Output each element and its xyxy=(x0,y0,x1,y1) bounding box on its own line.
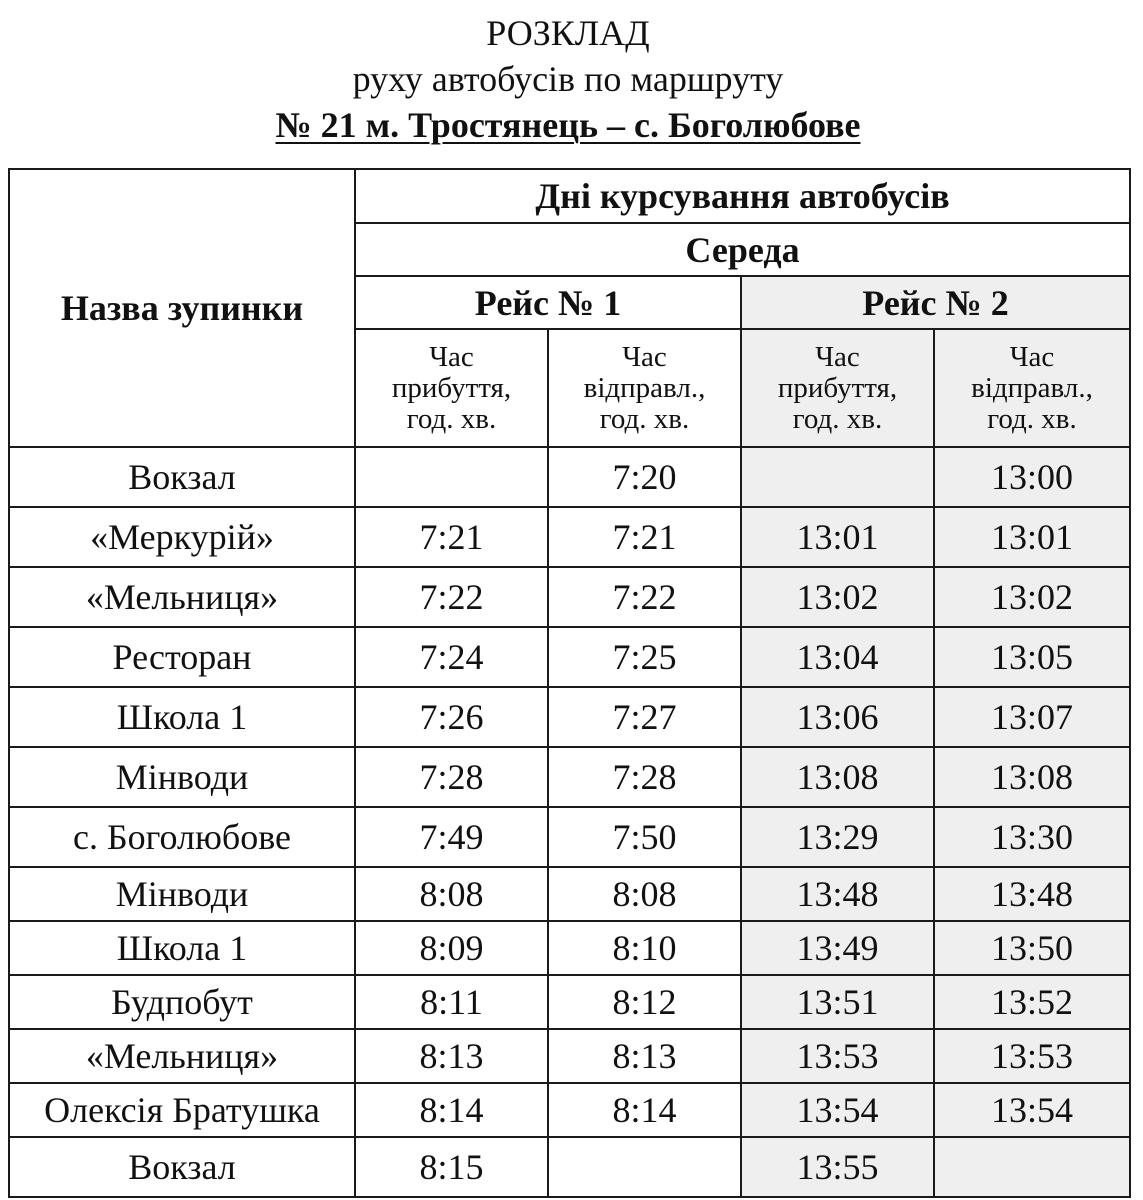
route-title: № 21 м. Тростянець – с. Боголюбове xyxy=(275,105,861,145)
trip-1-departure-cell: 7:27 xyxy=(548,687,741,747)
table-row xyxy=(9,627,1130,687)
trip-2-arrival-cell: 13:02 xyxy=(741,567,934,627)
trip-1-arrival-cell: 8:09 xyxy=(355,921,548,975)
trip-1-arrival-header-text: Час прибуття, год. хв. xyxy=(391,340,512,435)
table-row xyxy=(9,1137,1130,1197)
trip-2-departure-cell: 13:48 xyxy=(934,867,1130,921)
trip-1-departure-cell: 8:14 xyxy=(548,1083,741,1137)
trip-2-arrival-cell: 13:08 xyxy=(741,747,934,807)
table-row xyxy=(9,507,1130,567)
trip-2-departure-cell: 13:30 xyxy=(934,807,1130,867)
table-row xyxy=(9,807,1130,867)
day-header: Середа xyxy=(355,223,1130,276)
trip-1-departure-cell: 7:28 xyxy=(548,747,741,807)
trip-1-departure-cell: 8:08 xyxy=(548,867,741,921)
trip-2-departure-cell xyxy=(934,1137,1130,1197)
stop-name-cell: с. Боголюбове xyxy=(9,807,355,867)
stop-name-cell: Вокзал xyxy=(9,447,355,507)
trip-1-departure-cell: 8:12 xyxy=(548,975,741,1029)
stop-name-cell: Ресторан xyxy=(9,627,355,687)
trip-2-departure-header-text: Час відправл., год. хв. xyxy=(971,340,1093,435)
trip-1-arrival-cell: 8:14 xyxy=(355,1083,548,1137)
trip-1-header: Рейс № 1 xyxy=(355,276,741,329)
stop-name-cell: «Меркурій» xyxy=(9,507,355,567)
table-row xyxy=(9,975,1130,1029)
table-row xyxy=(9,1083,1130,1137)
trip-2-arrival-header xyxy=(741,329,934,447)
trip-1-arrival-cell: 7:49 xyxy=(355,807,548,867)
stop-name-cell: Мінводи xyxy=(9,867,355,921)
title-line-2: руху автобусів по маршруту xyxy=(352,59,784,99)
trip-2-arrival-cell: 13:04 xyxy=(741,627,934,687)
trip-2-departure-cell: 13:50 xyxy=(934,921,1130,975)
stop-name-cell: Будпобут xyxy=(9,975,355,1029)
trip-2-departure-cell: 13:01 xyxy=(934,507,1130,567)
table-row xyxy=(9,567,1130,627)
trip-1-departure-header-text: Час відправл., год. хв. xyxy=(583,340,706,435)
trip-1-arrival-cell: 7:26 xyxy=(355,687,548,747)
trip-2-departure-cell: 13:05 xyxy=(934,627,1130,687)
trip-1-departure-cell: 7:25 xyxy=(548,627,741,687)
trip-1-arrival-cell: 7:24 xyxy=(355,627,548,687)
trip-2-departure-cell: 13:00 xyxy=(934,447,1130,507)
table-row xyxy=(9,747,1130,807)
table-row xyxy=(9,1029,1130,1083)
trip-2-arrival-cell: 13:29 xyxy=(741,807,934,867)
trip-1-arrival-header xyxy=(355,329,548,447)
trip-2-departure-cell: 13:07 xyxy=(934,687,1130,747)
title-line-1: РОЗКЛАД xyxy=(486,13,650,53)
trip-2-departure-cell: 13:52 xyxy=(934,975,1130,1029)
table-row xyxy=(9,921,1130,975)
stop-name-cell: Вокзал xyxy=(9,1137,355,1197)
trip-1-departure-cell: 7:21 xyxy=(548,507,741,567)
trip-2-departure-header xyxy=(934,329,1130,447)
schedule-table xyxy=(8,168,1131,1198)
stop-name-cell: «Мельниця» xyxy=(9,1029,355,1083)
stop-name-cell: Олексія Братушка xyxy=(9,1083,355,1137)
trip-2-departure-cell: 13:53 xyxy=(934,1029,1130,1083)
trip-1-arrival-cell: 8:08 xyxy=(355,867,548,921)
stop-name-cell: «Мельниця» xyxy=(9,567,355,627)
trip-1-departure-cell: 7:50 xyxy=(548,807,741,867)
trip-2-arrival-header-text: Час прибуття, год. хв. xyxy=(777,340,898,435)
document-title xyxy=(0,10,1136,148)
trip-1-arrival-cell: 8:11 xyxy=(355,975,548,1029)
trip-1-departure-cell xyxy=(548,1137,741,1197)
stop-name-header: Назва зупинки xyxy=(9,169,355,447)
trip-1-departure-cell: 7:22 xyxy=(548,567,741,627)
stop-name-cell: Школа 1 xyxy=(9,921,355,975)
trip-1-arrival-cell: 8:15 xyxy=(355,1137,548,1197)
trip-2-departure-cell: 13:54 xyxy=(934,1083,1130,1137)
trip-1-departure-cell: 8:10 xyxy=(548,921,741,975)
trip-1-departure-header xyxy=(548,329,741,447)
stop-name-cell: Школа 1 xyxy=(9,687,355,747)
stop-name-cell: Мінводи xyxy=(9,747,355,807)
trip-1-arrival-cell: 7:28 xyxy=(355,747,548,807)
trip-2-arrival-cell: 13:01 xyxy=(741,507,934,567)
trip-2-arrival-cell: 13:48 xyxy=(741,867,934,921)
trip-2-arrival-cell: 13:54 xyxy=(741,1083,934,1137)
trip-1-arrival-cell: 7:22 xyxy=(355,567,548,627)
table-row xyxy=(9,447,1130,507)
trip-2-arrival-cell: 13:53 xyxy=(741,1029,934,1083)
table-row xyxy=(9,867,1130,921)
table-row xyxy=(9,687,1130,747)
days-header: Дні курсування автобусів xyxy=(355,169,1130,223)
trip-1-arrival-cell: 7:21 xyxy=(355,507,548,567)
trip-2-departure-cell: 13:08 xyxy=(934,747,1130,807)
trip-1-departure-cell: 7:20 xyxy=(548,447,741,507)
trip-1-departure-cell: 8:13 xyxy=(548,1029,741,1083)
trip-2-arrival-cell: 13:51 xyxy=(741,975,934,1029)
trip-2-departure-cell: 13:02 xyxy=(934,567,1130,627)
trip-2-arrival-cell: 13:55 xyxy=(741,1137,934,1197)
trip-2-arrival-cell xyxy=(741,447,934,507)
trip-1-arrival-cell xyxy=(355,447,548,507)
trip-2-arrival-cell: 13:06 xyxy=(741,687,934,747)
trip-2-arrival-cell: 13:49 xyxy=(741,921,934,975)
trip-1-arrival-cell: 8:13 xyxy=(355,1029,548,1083)
trip-2-header: Рейс № 2 xyxy=(741,276,1130,329)
